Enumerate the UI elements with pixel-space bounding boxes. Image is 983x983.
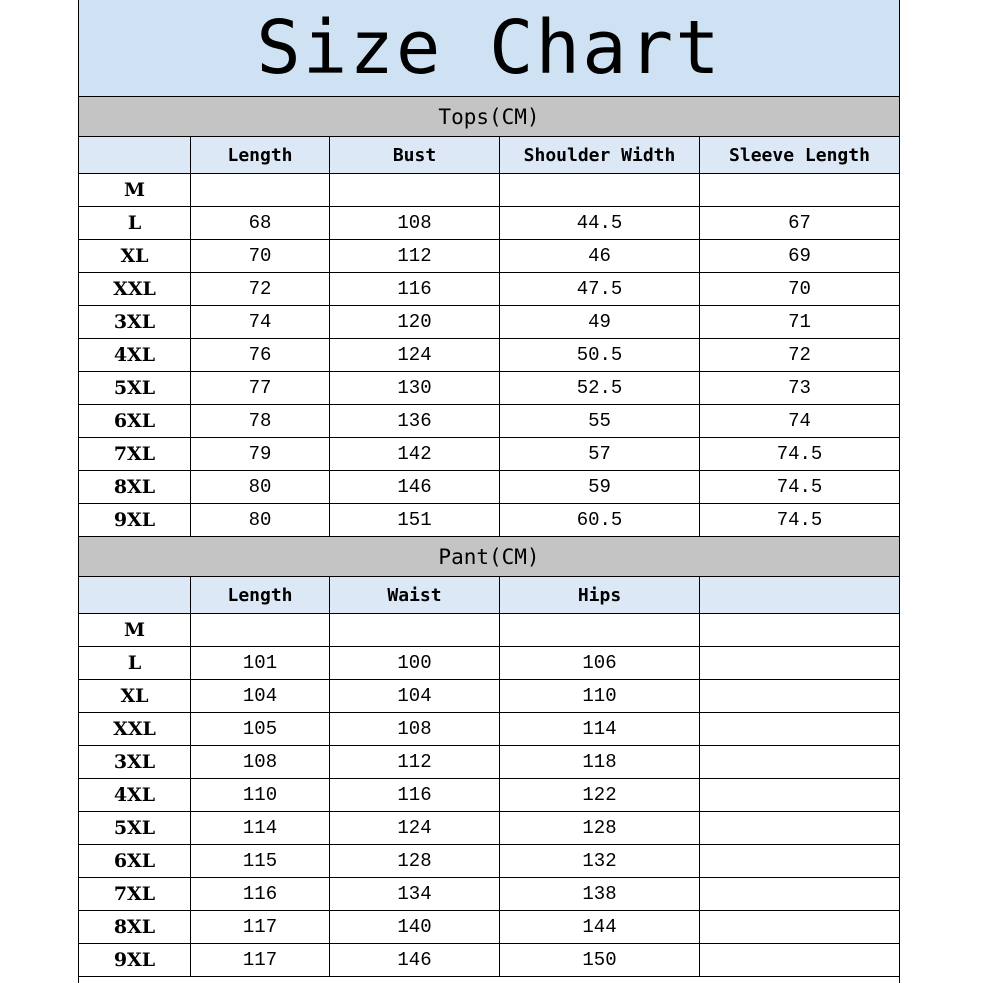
table-cell: 124 (330, 812, 500, 844)
table-row (79, 944, 899, 977)
table-row (79, 746, 899, 779)
table-cell: 49 (500, 306, 700, 338)
size-label: L (79, 207, 191, 239)
table-cell (700, 680, 899, 712)
table-cell: 108 (330, 207, 500, 239)
table-cell: 55 (500, 405, 700, 437)
table-cell: 146 (330, 944, 500, 976)
size-label: 3XL (79, 306, 191, 338)
table-cell: 100 (330, 647, 500, 679)
table-row (79, 372, 899, 405)
table-row (79, 680, 899, 713)
table-cell: 128 (330, 845, 500, 877)
table-cell: 144 (500, 911, 700, 943)
table-cell: 140 (330, 911, 500, 943)
table-cell: 73 (788, 377, 811, 399)
table-cell (330, 614, 500, 646)
size-label: XXL (79, 713, 191, 745)
table-cell: 104 (330, 680, 500, 712)
size-label: 5XL (79, 372, 191, 404)
table-cell: 138 (500, 878, 700, 910)
table-row (79, 306, 899, 339)
column-header: Sleeve Length (729, 144, 870, 166)
table-cell: 72 (788, 344, 811, 366)
table-row (79, 504, 899, 537)
table-cell: 57 (500, 438, 700, 470)
table-row (79, 647, 899, 680)
table-cell: 68 (191, 207, 330, 239)
table-cell: 44.5 (500, 207, 700, 239)
table-cell: 46 (500, 240, 700, 272)
table-cell: 80 (191, 504, 330, 536)
table-cell: 122 (500, 779, 700, 811)
table-cell: 101 (191, 647, 330, 679)
table-cell: 110 (191, 779, 330, 811)
table-cell: 108 (330, 713, 500, 745)
size-label: XL (79, 680, 191, 712)
column-header: Bust (330, 137, 500, 173)
size-chart (78, 0, 900, 983)
table-cell: 142 (330, 438, 500, 470)
table-cell: 134 (330, 878, 500, 910)
size-label: XXL (79, 273, 191, 305)
table-cell: 114 (191, 812, 330, 844)
tops-section-heading: Tops(CM) (79, 97, 899, 137)
table-row (79, 339, 899, 372)
table-cell: 72 (191, 273, 330, 305)
table-row (79, 614, 899, 647)
table-row (79, 713, 899, 746)
table-cell: 77 (191, 372, 330, 404)
table-cell (500, 174, 700, 206)
pants-table (79, 537, 899, 977)
table-cell: 74.5 (776, 476, 823, 498)
table-cell: 70 (788, 278, 811, 300)
table-cell: 132 (500, 845, 700, 877)
table-row (79, 911, 899, 944)
table-cell: 150 (500, 944, 700, 976)
table-cell (500, 614, 700, 646)
size-label: 9XL (79, 504, 191, 536)
table-cell: 110 (500, 680, 700, 712)
size-label: 7XL (79, 878, 191, 910)
size-label: M (79, 614, 191, 646)
table-cell: 115 (191, 845, 330, 877)
table-row (79, 779, 899, 812)
table-cell (700, 845, 899, 877)
tops-header-row (79, 137, 899, 174)
table-cell: 114 (500, 713, 700, 745)
table-cell: 128 (500, 812, 700, 844)
table-cell: 117 (191, 911, 330, 943)
table-cell (700, 911, 899, 943)
size-label: 9XL (79, 944, 191, 976)
size-label: 3XL (79, 746, 191, 778)
column-header: Shoulder Width (500, 137, 700, 173)
table-cell: 116 (191, 878, 330, 910)
table-cell: 146 (330, 471, 500, 503)
column-header: Hips (500, 577, 700, 613)
size-label: 8XL (79, 911, 191, 943)
table-row (79, 471, 899, 504)
table-cell (700, 647, 899, 679)
column-header: Length (191, 577, 330, 613)
table-cell: 130 (330, 372, 500, 404)
table-row (79, 207, 899, 240)
table-cell: 105 (191, 713, 330, 745)
table-cell: 116 (330, 779, 500, 811)
table-cell (700, 713, 899, 745)
table-cell (700, 614, 899, 646)
size-label: 6XL (79, 845, 191, 877)
table-cell: 80 (191, 471, 330, 503)
table-cell: 71 (788, 311, 811, 333)
table-cell: 50.5 (500, 339, 700, 371)
table-cell: 74.5 (776, 443, 823, 465)
table-cell: 70 (191, 240, 330, 272)
table-cell (700, 812, 899, 844)
table-cell: 112 (330, 746, 500, 778)
table-cell: 151 (330, 504, 500, 536)
table-cell (330, 174, 500, 206)
table-cell: 112 (330, 240, 500, 272)
table-row (79, 240, 899, 273)
table-cell: 59 (500, 471, 700, 503)
size-label: XL (79, 240, 191, 272)
title-banner (79, 0, 899, 97)
table-cell: 108 (191, 746, 330, 778)
table-row (79, 405, 899, 438)
table-cell: 74 (788, 410, 811, 432)
table-cell (700, 746, 899, 778)
table-row (79, 845, 899, 878)
size-label: L (79, 647, 191, 679)
table-cell: 74.5 (776, 509, 823, 531)
table-cell: 136 (330, 405, 500, 437)
table-cell: 118 (500, 746, 700, 778)
column-header (79, 137, 191, 173)
table-cell: 69 (788, 245, 811, 267)
table-cell (700, 174, 899, 206)
table-cell (700, 779, 899, 811)
table-cell: 104 (191, 680, 330, 712)
page-title: Size Chart (256, 5, 722, 91)
table-cell: 52.5 (500, 372, 700, 404)
size-label: 5XL (79, 812, 191, 844)
table-cell: 67 (788, 212, 811, 234)
table-cell: 124 (330, 339, 500, 371)
table-row (79, 273, 899, 306)
table-cell: 74 (191, 306, 330, 338)
table-cell (191, 174, 330, 206)
table-cell: 78 (191, 405, 330, 437)
table-cell (700, 944, 899, 976)
size-label: 7XL (79, 438, 191, 470)
table-row (79, 438, 899, 471)
tops-table (79, 97, 899, 537)
size-label: 6XL (79, 405, 191, 437)
table-cell: 60.5 (500, 504, 700, 536)
table-cell: 117 (191, 944, 330, 976)
table-row (79, 174, 899, 207)
size-label: 4XL (79, 779, 191, 811)
column-header: Waist (330, 577, 500, 613)
table-row (79, 878, 899, 911)
column-header (79, 577, 191, 613)
table-cell: 76 (191, 339, 330, 371)
table-cell: 106 (500, 647, 700, 679)
size-label: M (79, 174, 191, 206)
size-label: 4XL (79, 339, 191, 371)
column-header: Length (191, 137, 330, 173)
pants-section-heading: Pant(CM) (79, 537, 899, 577)
table-cell: 116 (330, 273, 500, 305)
table-cell (700, 878, 899, 910)
table-cell (191, 614, 330, 646)
table-cell: 79 (191, 438, 330, 470)
table-row (79, 812, 899, 845)
table-cell: 47.5 (500, 273, 700, 305)
size-label: 8XL (79, 471, 191, 503)
pants-header-row (79, 577, 899, 614)
column-header (700, 577, 899, 613)
table-cell: 120 (330, 306, 500, 338)
